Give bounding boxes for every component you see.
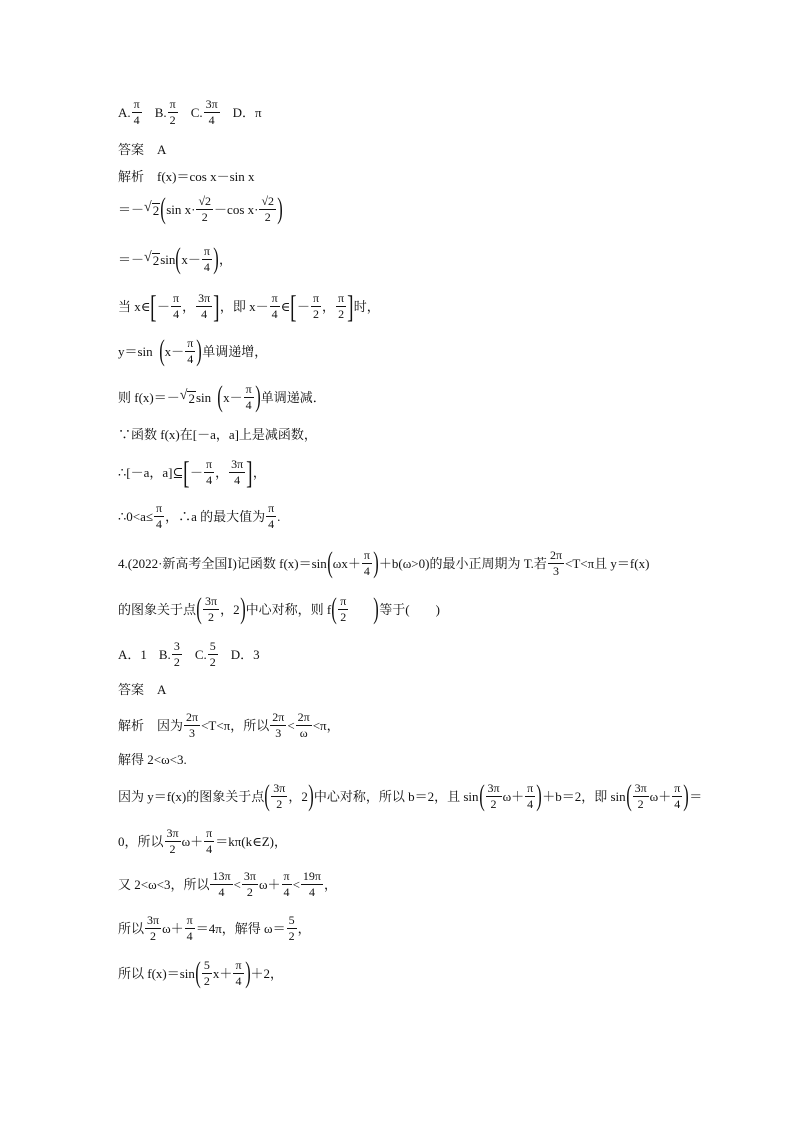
solution-2-line-3: 因为 y＝f(x)的图象关于点 ( $\frac{3\pi}{2}$ ，2 ) 中心对称，所以 b＝2，且 sin ( $\frac{3\pi}{2}$ ω＋ $\frac{\pi}{4}$ ) ＋b＝2，即 sin ( $\frac{3\pi}{2}$ ω＋ $\frac{\pi}{4}$ ) ＝ <box>118 779 703 812</box>
question-4-line-1: 4.(2022·新高考全国Ⅰ)记函数 f(x)＝sin ( ωx＋ $\frac{\pi}{4}$ ) ＋b(ω>0)的最小正周期为 T.若 $\frac{2\pi}{3}$ <T<π且 y＝f(x) <box>118 546 650 579</box>
choice-b-fraction: $\frac{\pi}{2}$ <box>169 97 176 127</box>
choice-d-label-2: D．3 <box>230 646 260 662</box>
choices-line-1 <box>118 98 262 126</box>
solution-1-line-8: ∴[－a，a]⊆ [ － $\frac{\pi}{4}$ ， $\frac{3\pi}{4}$ ] ， <box>118 454 266 490</box>
solution-2-line-6: 所以 $\frac{3\pi}{2}$ ω＋ $\frac{\pi}{4}$ ＝4π，解得 ω＝ $\frac{5}{2}$ ， <box>118 913 311 943</box>
solution-2-line-4: 0，所以 $\frac{3\pi}{2}$ ω＋ $\frac{\pi}{4}$ ＝kπ(k∈Z)， <box>118 826 287 856</box>
choice-a-fraction: $\frac{\pi}{4}$ <box>133 97 140 127</box>
solution-2-line-1: 解析 因为 $\frac{2\pi}{3}$ <T<π，所以 $\frac{2\pi}{3}$ < $\frac{2\pi}{\omega}$ <π， <box>118 710 340 740</box>
choice-c-fraction: $\frac{3\pi}{4}$ <box>205 97 218 127</box>
answer-2: 答案 A <box>118 682 167 697</box>
choice-b-label-2: B. <box>158 646 171 662</box>
solution-1-line-3: ＝－ √ 2 sin ( x－ $\frac{\pi}{4}$ ) ， <box>118 242 232 275</box>
solution-1-line-1: 解析 f(x)＝cos x－sin x <box>118 169 255 184</box>
sqrt-expression: √ 2 <box>144 200 160 218</box>
answer-1: 答案 A <box>118 142 167 157</box>
choice-a-label-2: A．1 <box>118 646 147 662</box>
solution-2-line-2: 解得 2<ω<3. <box>118 752 187 767</box>
choice-d-label: D．π <box>232 104 262 120</box>
choice-c-label: C. <box>190 104 203 120</box>
solution-1-line-2: ＝－ √ 2 ( sin x· $\frac{√2}{2}$ －cos x· $\frac{√2}{2}$ ) <box>118 192 283 225</box>
solution-1-line-6: 则 f(x)＝－ √ 2 sin ( x－ $\frac{\pi}{4}$ ) 单调递减． <box>118 380 326 413</box>
choices-line-2: A．1 B. $\frac{3}{2}$ C. $\frac{5}{2}$ D．3 <box>118 639 260 669</box>
solution-2-line-5: 又 2<ω<3，所以 $\frac{13\pi}{4}$ < $\frac{3\pi}{2}$ ω＋ $\frac{\pi}{4}$ < $\frac{19\pi}{4}$ ， <box>118 869 337 899</box>
question-4-line-2: 的图象关于点 ( $\frac{3\pi}{2}$ ，2 ) 中心对称，则 f ( $\frac{\pi}{2}$ ) 等于( ) <box>118 592 440 625</box>
solution-2-line-7: 所以 f(x)＝sin ( $\frac{5}{2}$ x＋ $\frac{\pi}{4}$ ) ＋2， <box>118 956 284 989</box>
solution-1-line-5: y＝sin ( x－ $\frac{\pi}{4}$ ) 单调递增， <box>118 334 268 367</box>
choice-a-label: A. <box>118 104 131 120</box>
solution-1-line-9: ∴0<a≤ $\frac{\pi}{4}$ ，∴a 的最大值为 $\frac{\pi}{4}$ . <box>118 501 281 531</box>
choice-c-label-2: C. <box>194 646 207 662</box>
choice-b-label: B. <box>154 104 167 120</box>
solution-1-line-7: ∵函数 f(x)在[－a，a]上是减函数， <box>118 427 317 442</box>
solution-1-line-4: 当 x∈ [ － $\frac{\pi}{4}$ ， $\frac{3\pi}{4}$ ] ，即 x－ $\frac{\pi}{4}$ ∈ [ － $\frac{\pi}{2}$ ， $\frac{\pi}{2}$ ] 时， <box>118 288 380 324</box>
